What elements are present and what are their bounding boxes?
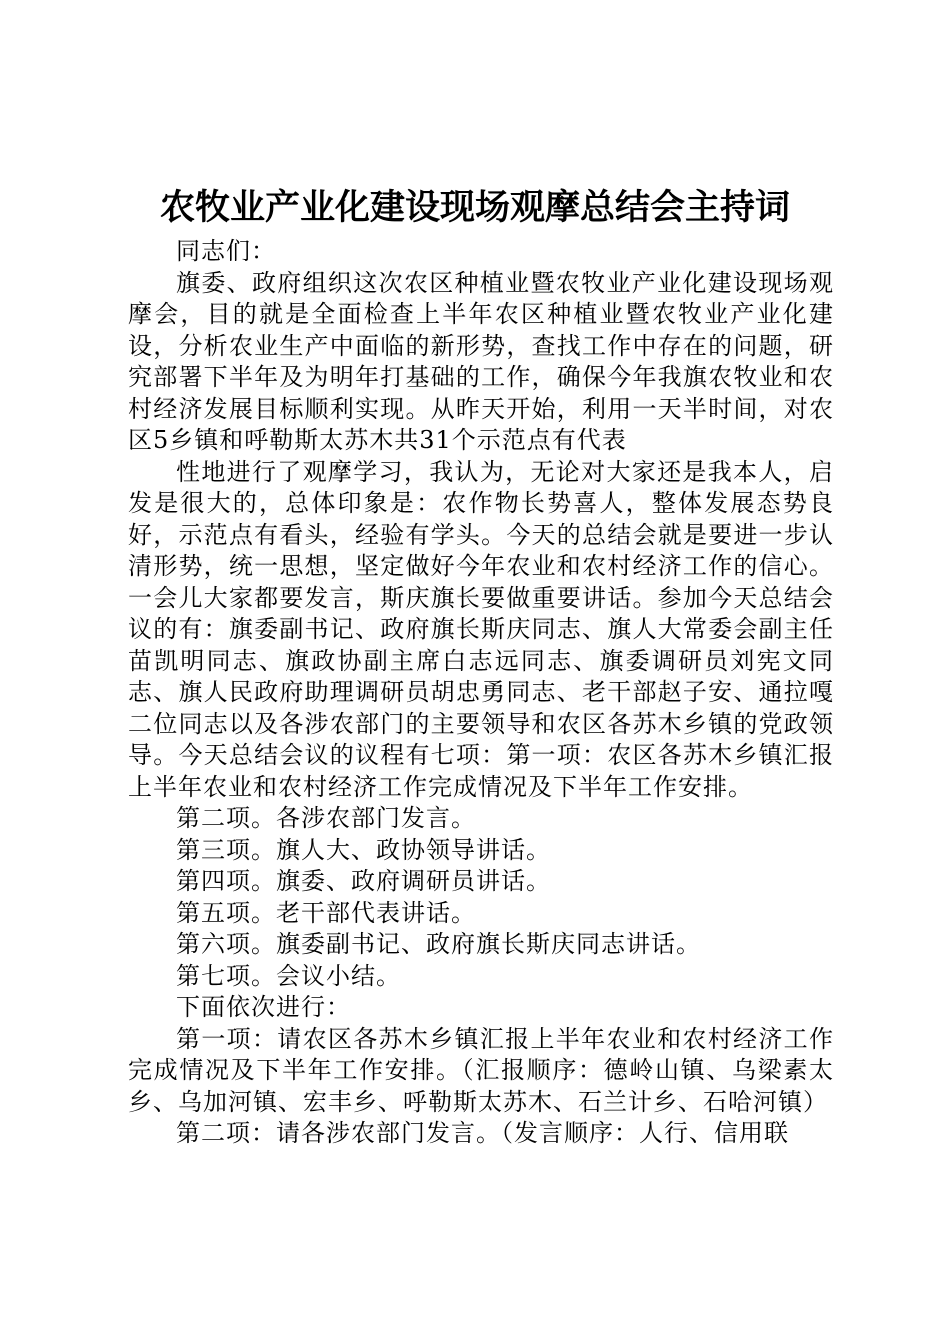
agenda-item-2: 第二项。各涉农部门发言。 xyxy=(176,804,476,832)
document-body xyxy=(128,236,834,1150)
agenda-item-6: 第六项。旗委副书记、政府旗长斯庆同志讲话。 xyxy=(176,930,701,958)
agenda-item-4: 第四项。旗委、政府调研员讲话。 xyxy=(176,867,551,895)
paragraph-summary: 性地进行了观摩学习，我认为，无论对大家还是我本人，启发是很大的，总体印象是：农作物长势喜人，整体发展态势良好，示范点有看头，经验有学头。今天的总结会就是要进一步认清形势，统一思想，坚定做好今年农业和农村经济工作的信心。一会儿大家都要发言，斯庆旗长要做重要讲话。参加今天总结会议的有：旗委副书记、政府旗长斯庆同志、旗人大常委会副主任苗凯明同志、旗政协副主席白志远同志、旗委调研员刘宪文同志、旗人民政府助理调研员胡忠勇同志、老干部赵子安、通拉嘎二位同志以及各涉农部门的主要领导和农区各苏木乡镇的党政领导。今天总结会议的议程有七项：第一项：农区各苏木乡镇汇报上半年农业和农村经济工作完成情况及下半年工作安排。 xyxy=(128,457,834,801)
paragraph-proceed: 下面依次进行： xyxy=(176,993,351,1021)
agenda-item-3: 第三项。旗人大、政协领导讲话。 xyxy=(176,835,551,864)
paragraph-salutation: 同志们： xyxy=(176,237,276,265)
document-title: 农牧业产业化建设现场观摩总结会主持词 xyxy=(159,187,790,228)
paragraph-item-1-detail: 第一项：请农区各苏木乡镇汇报上半年农业和农村经济工作完成情况及下半年工作安排。（汇报顺序：德岭山镇、乌梁素太乡、乌加河镇、宏丰乡、呼勒斯太苏木、石兰计乡、石哈河镇） xyxy=(128,1024,834,1116)
agenda-item-7: 第七项。会议小结。 xyxy=(176,961,401,990)
paragraph-item-2-detail: 第二项：请各涉农部门发言。（发言顺序：人行、信用联 xyxy=(176,1119,789,1147)
paragraph-opening: 旗委、政府组织这次农区种植业暨农牧业产业化建设现场观摩会，目的就是全面检查上半年农区种植业暨农牧业产业化建设，分析农业生产中面临的新形势，查找工作中存在的问题，研究部署下半年及为明年打基础的工作，确保今年我旗农牧业和农村经济发展目标顺利实现。从昨天开始，利用一天半时间，对农区5乡镇和呼勒斯太苏木共31个示范点有代表 xyxy=(128,268,834,454)
agenda-item-5: 第五项。老干部代表讲话。 xyxy=(176,898,476,927)
